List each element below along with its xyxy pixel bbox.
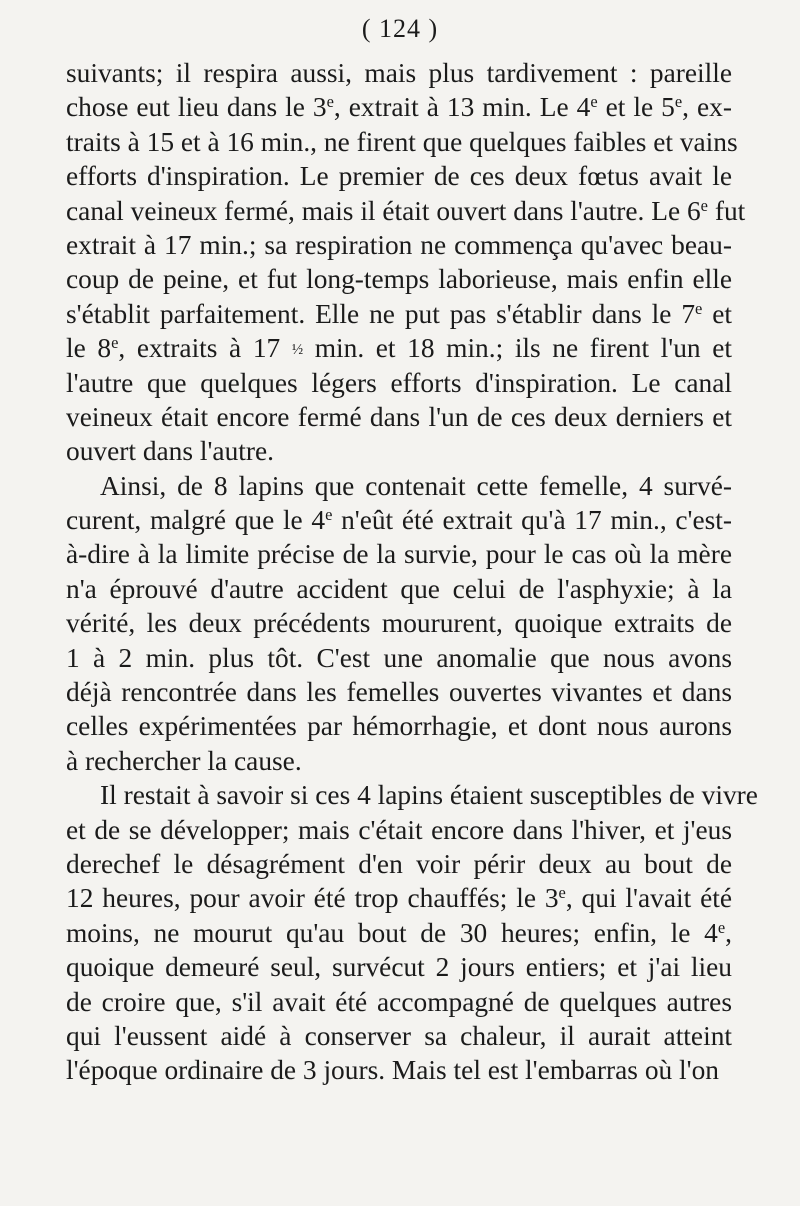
text-run: , bbox=[725, 917, 732, 948]
text-line bbox=[66, 1053, 732, 1087]
text-run: coup de peine, et fut long-temps laborieuse, mais enfin elle bbox=[66, 264, 732, 295]
text-run: suivants; il respira aussi, mais plus tardivement : pareille bbox=[66, 58, 732, 88]
text-line bbox=[66, 503, 732, 537]
text-line bbox=[66, 159, 732, 193]
text-line bbox=[66, 228, 732, 262]
paragraph bbox=[66, 56, 746, 469]
text-run: s'établit parfaitement. Elle ne put pas s'établir dans le 7 bbox=[66, 298, 696, 329]
text-run: celles expérimentées par hémorrhagie, et dont nous aurons bbox=[66, 711, 732, 742]
text-run: Ainsi, de 8 lapins que contenait cette femelle, 4 survé- bbox=[100, 470, 732, 501]
text-run: chose eut lieu dans le 3 bbox=[66, 92, 327, 123]
text-run: extrait à 17 min.; sa respiration ne commença qu'avec beau- bbox=[66, 229, 732, 260]
superscript: e bbox=[590, 92, 598, 112]
text-line bbox=[66, 262, 732, 296]
text-line bbox=[66, 537, 732, 571]
text-line bbox=[66, 847, 732, 881]
text-line bbox=[66, 606, 732, 640]
text-run: traits à 15 et à 16 min., ne firent que quelques faibles et vains bbox=[66, 126, 738, 157]
text-run: , ex- bbox=[682, 92, 732, 123]
text-line bbox=[66, 985, 732, 1019]
text-line bbox=[66, 56, 732, 90]
text-run: moins, ne mourut qu'au bout de 30 heures; enfin, le 4 bbox=[66, 917, 718, 948]
text-line bbox=[66, 916, 732, 950]
text-run: Il restait à savoir si ces 4 lapins étaient susceptibles de vivre bbox=[100, 780, 758, 811]
body-text bbox=[66, 56, 758, 1088]
text-line bbox=[66, 675, 732, 709]
text-run: n'eût été extrait qu'à 17 min., c'est- bbox=[332, 505, 732, 536]
text-run: et bbox=[702, 298, 732, 329]
text-run: le 8 bbox=[66, 333, 112, 364]
text-line bbox=[66, 950, 732, 984]
text-run: 12 heures, pour avoir été trop chauffés; le 3 bbox=[66, 883, 559, 914]
text-line bbox=[66, 331, 732, 365]
fraction: ½ bbox=[291, 342, 304, 359]
superscript: e bbox=[700, 195, 708, 215]
text-line bbox=[66, 1019, 732, 1053]
text-line bbox=[66, 400, 732, 434]
text-line bbox=[66, 434, 732, 468]
text-run: n'a éprouvé d'autre accident que celui de l'asphyxie; à la bbox=[66, 573, 732, 604]
text-run: et le 5 bbox=[597, 92, 675, 123]
text-run: fut bbox=[707, 195, 746, 226]
text-line bbox=[66, 641, 732, 675]
text-run: ouvert dans l'autre. bbox=[66, 436, 275, 467]
text-run: 1 à 2 min. plus tôt. C'est une anomalie que nous avons bbox=[66, 642, 732, 673]
text-line bbox=[66, 881, 732, 915]
text-run: , extraits à 17 bbox=[118, 333, 292, 364]
text-run: de croire que, s'il avait été accompagné de quelques autres bbox=[66, 986, 732, 1017]
text-line bbox=[66, 366, 732, 400]
text-line bbox=[66, 778, 758, 812]
superscript: e bbox=[326, 92, 334, 112]
text-run: l'époque ordinaire de 3 jours. Mais tel est l'embarras où l'on bbox=[66, 1055, 719, 1086]
text-run: et de se développer; mais c'était encore dans l'hiver, et j'eus bbox=[66, 814, 732, 845]
paragraph bbox=[66, 778, 758, 1088]
text-line bbox=[66, 125, 738, 159]
page-number: ( 124 ) bbox=[361, 14, 439, 43]
text-line bbox=[66, 469, 732, 503]
text-run: derechef le désagrément d'en voir périr deux au bout de bbox=[66, 848, 732, 879]
text-run: , extrait à 13 min. Le 4 bbox=[333, 92, 591, 123]
superscript: e bbox=[325, 505, 333, 525]
text-run: à rechercher la cause. bbox=[66, 745, 302, 776]
superscript: e bbox=[558, 883, 566, 903]
text-run: efforts d'inspiration. Le premier de ces deux fœtus avait le bbox=[66, 161, 732, 192]
text-run: curent, malgré que le 4 bbox=[66, 505, 326, 536]
text-run: vérité, les deux précédents moururent, quoique extraits de bbox=[66, 608, 732, 639]
superscript: e bbox=[674, 92, 683, 112]
text-line bbox=[66, 709, 732, 743]
text-line bbox=[66, 297, 732, 331]
text-line bbox=[66, 194, 746, 228]
text-line bbox=[66, 813, 732, 847]
text-run: à-dire à la limite précise de la survie, pour le cas où la mère bbox=[66, 539, 732, 570]
text-run: canal veineux fermé, mais il était ouvert dans l'autre. Le 6 bbox=[66, 195, 701, 226]
text-run: , qui l'avait été bbox=[565, 883, 732, 914]
text-run: min. et 18 min.; ils ne firent l'un et bbox=[303, 333, 732, 364]
text-run: quoique demeuré seul, survécut 2 jours entiers; et j'ai lieu bbox=[66, 952, 732, 983]
superscript: e bbox=[695, 298, 703, 318]
paragraph bbox=[66, 469, 732, 779]
text-line bbox=[66, 90, 732, 124]
superscript: e bbox=[111, 333, 119, 353]
text-run: déjà rencontrée dans les femelles ouvertes vivantes et dans bbox=[66, 677, 732, 708]
text-run: l'autre que quelques légers efforts d'inspiration. Le canal bbox=[66, 367, 732, 398]
superscript: e bbox=[717, 917, 726, 937]
text-line bbox=[66, 744, 732, 778]
text-run: veineux était encore fermé dans l'un de ces deux derniers et bbox=[66, 401, 732, 432]
text-line bbox=[66, 572, 732, 606]
text-run: qui l'eussent aidé à conserver sa chaleur, il aurait atteint bbox=[66, 1020, 732, 1051]
